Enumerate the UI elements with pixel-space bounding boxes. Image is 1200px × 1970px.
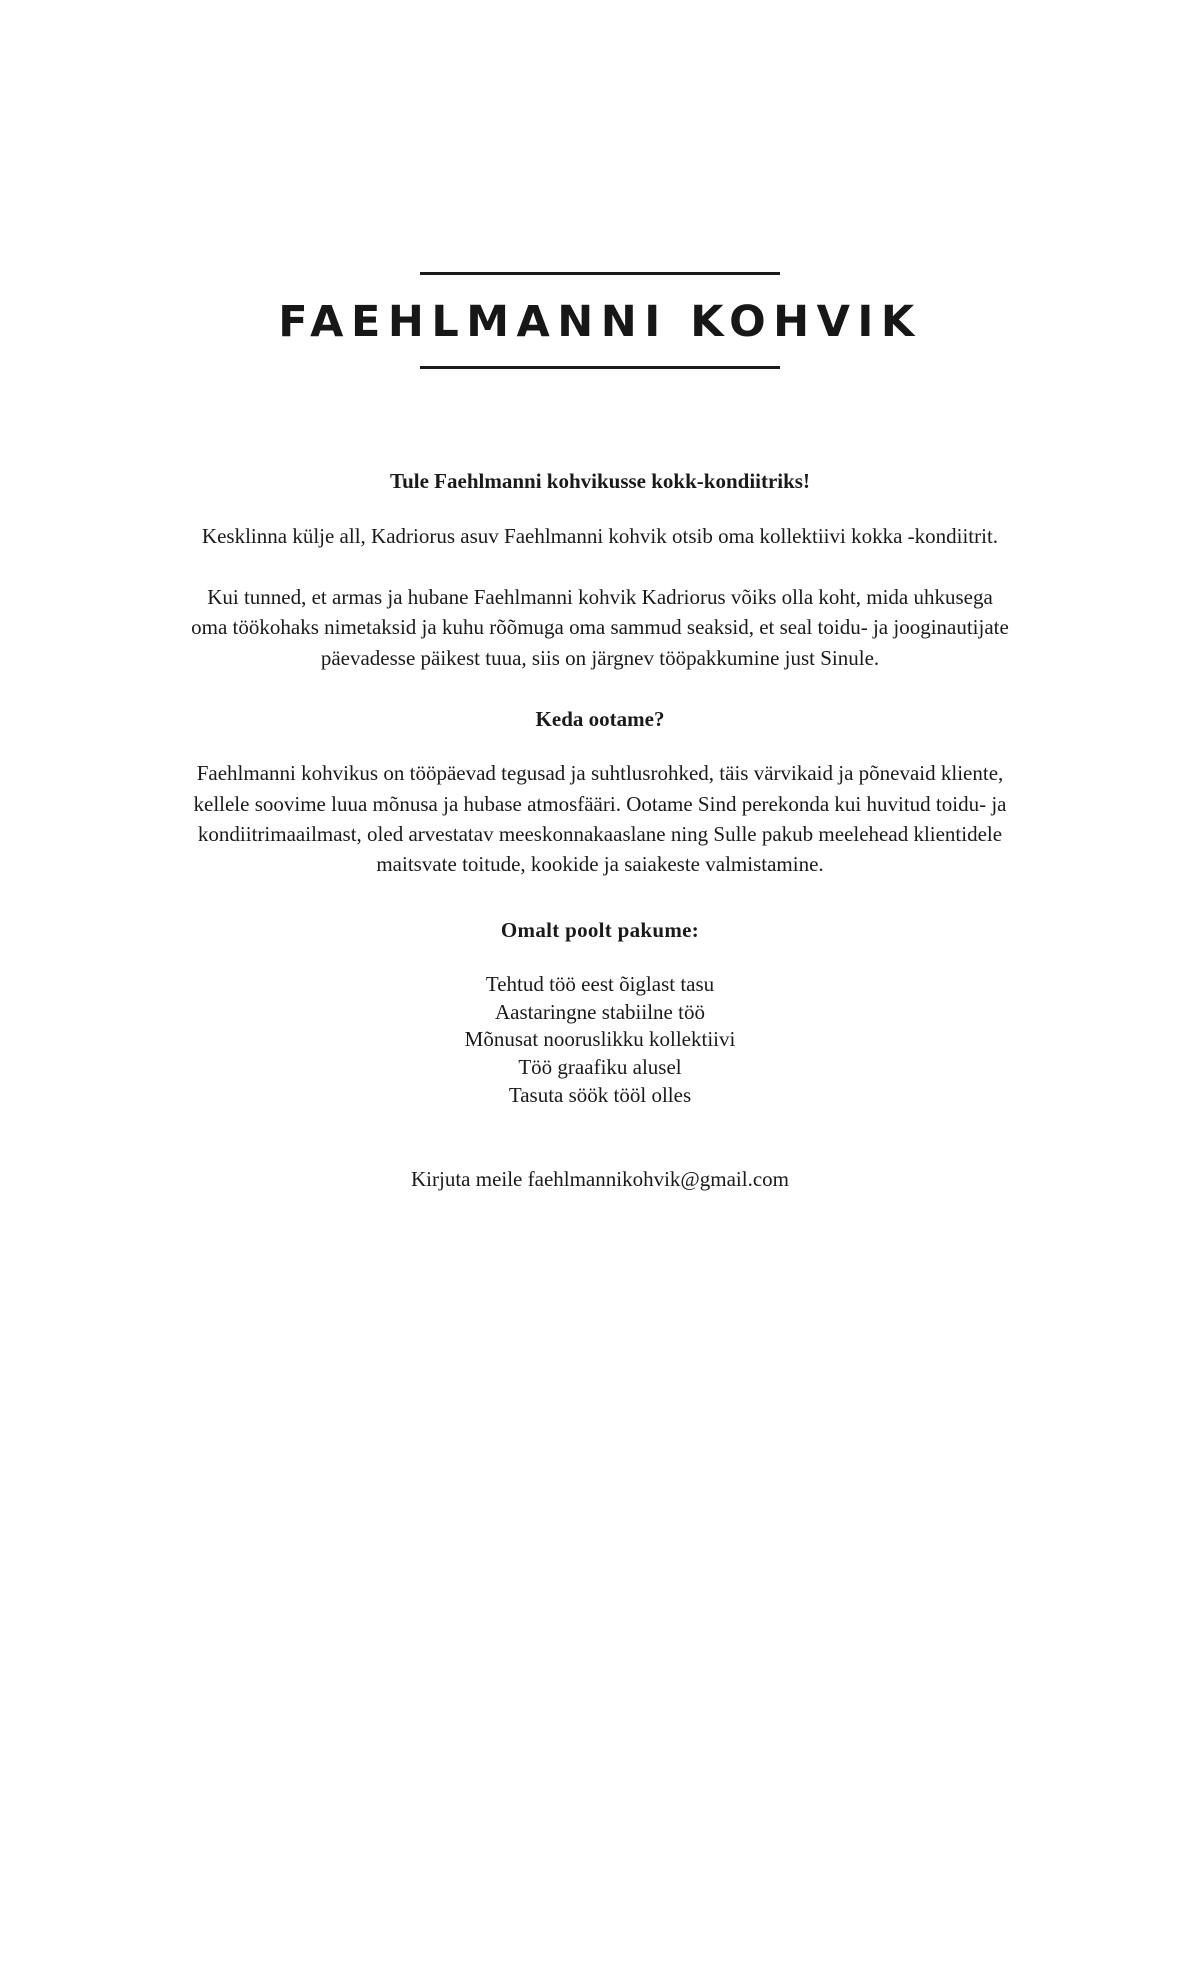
- content-body: [190, 467, 1010, 1192]
- document-page: [0, 272, 1200, 1970]
- horizontal-rule-bottom-icon: [420, 366, 780, 369]
- lead-headline: Tule Faehlmanni kohvikusse kokk-kondiitriks!: [390, 469, 810, 493]
- list-item: Tasuta söök tööl olles: [508, 1082, 692, 1107]
- section-heading-expectations: Keda ootame?: [535, 707, 665, 732]
- body-paragraph: Kui tunned, et armas ja hubane Faehlmanni kohvik Kadriorus võiks olla koht, mida uhkusega oma töökohaks nimetaksid ja kuhu rõõmuga oma sammud seaksid, et seal toidu- ja jooginautijate päevadesse päikest tuua, siis on järgnev tööpakkumine just Sinule.: [191, 584, 1009, 670]
- logo-block: [0, 272, 1200, 369]
- section-heading-offer: Omalt poolt pakume:: [500, 917, 700, 942]
- list-item: Töö graafiku alusel: [518, 1055, 682, 1079]
- horizontal-rule-top-icon: [420, 272, 780, 275]
- expectations-paragraph: Faehlmanni kohvikus on tööpäevad tegusad ja suhtlusrohked, täis värvikaid ja põnevaid kliente, kellele soovime luua mõnusa ja hubase atmosfääri. Ootame Sind perekonda kui huvitud toidu- ja kondiitrimaailmast, oled arvestatav meeskonnakaaslane ning Sulle pakub meelehead klientidele maitsvate toitude, kookide ja saiakeste valmistamine.: [193, 761, 1007, 877]
- contact-line: Kirjuta meile faehlmannikohvik@gmail.com: [411, 1167, 789, 1192]
- offer-list: [190, 971, 1010, 1110]
- page-title: FAEHLMANNI KOHVIK: [278, 297, 922, 347]
- intro-paragraph: Kesklinna külje all, Kadriorus asuv Faehlmanni kohvik otsib oma kollektiivi kokka -kondiitrit.: [201, 524, 999, 549]
- list-item: Mõnusat nooruslikku kollektiivi: [464, 1027, 736, 1052]
- list-item: Aastaringne stabiilne töö: [495, 999, 705, 1024]
- list-item: Tehtud töö eest õiglast tasu: [485, 971, 715, 996]
